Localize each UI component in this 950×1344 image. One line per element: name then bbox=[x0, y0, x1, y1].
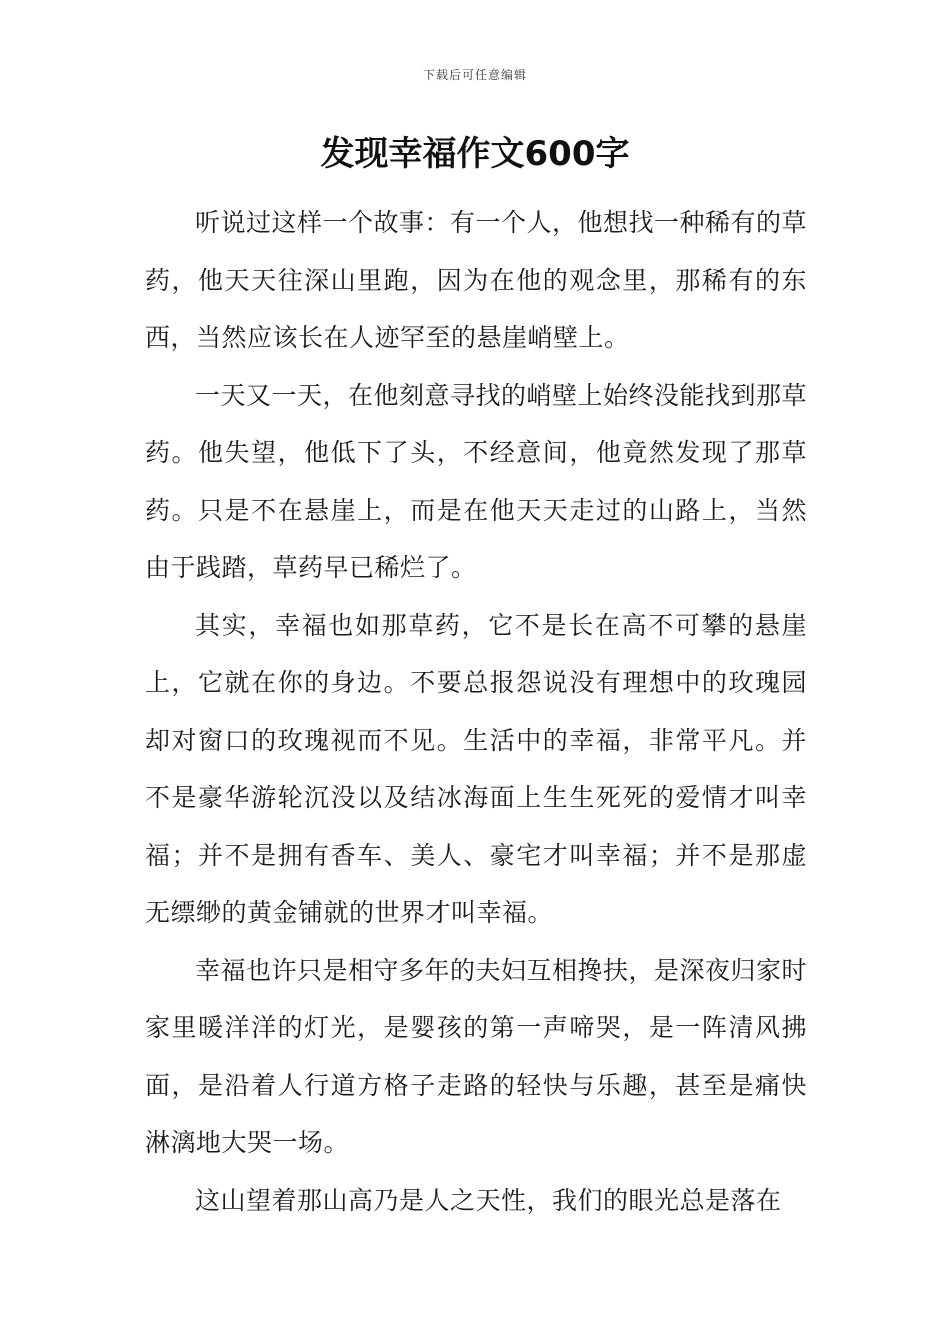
page-title: 发现幸福作文600字 bbox=[320, 134, 630, 174]
paragraph-1: 听说过这样一个故事：有一个人，他想找一种稀有的草药，他天天往深山里跑，因为在他的观念里，那稀有的东西，当然应该长在人迹罕至的悬崖峭壁上。 bbox=[145, 208, 808, 352]
paragraph-5: 这山望着那山高乃是人之天性，我们的眼光总是落在 bbox=[195, 1185, 782, 1215]
document-body bbox=[145, 194, 807, 1229]
paragraph-3: 其实，幸福也如那草药，它不是长在高不可攀的悬崖上，它就在你的身边。不要总报怨说没有理想中的玫瑰园却对窗口的玫瑰视而不见。生活中的幸福，非常平凡。并不是豪华游轮沉没以及结冰海面上生生死死的爱情才叫幸福；并不是拥有香车、美人、豪宅才叫幸福；并不是那虚无缥缈的黄金铺就的世界才叫幸福。 bbox=[145, 610, 807, 927]
header-note: 下载后可任意编辑 bbox=[422, 68, 527, 82]
paragraph-2: 一天又一天，在他刻意寻找的峭壁上始终没能找到那草药。他失望，他低下了头，不经意间，他竟然发现了那草药。只是不在悬崖上，而是在他天天走过的山路上，当然由于践踏，草药早已稀烂了。 bbox=[145, 380, 808, 582]
paragraph-4: 幸福也许只是相守多年的夫妇互相搀扶，是深夜归家时家里暖洋洋的灯光，是婴孩的第一声啼哭，是一阵清风拂面，是沿着人行道方格子走路的轻快与乐趣，甚至是痛快淋漓地大哭一场。 bbox=[145, 955, 808, 1157]
